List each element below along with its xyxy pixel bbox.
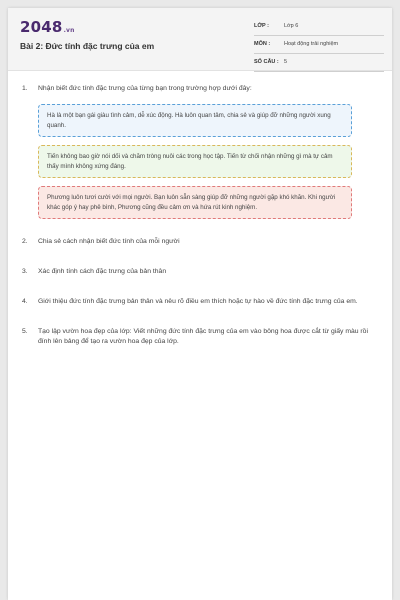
question-text: Tạo lập vườn hoa đẹp của lớp: Viết những đức tính đặc trưng của em vào bông hoa được cắt từ giấy màu rồi đính lên bảng để tạo ra vườn hoa đẹp của lớp. [38,328,368,345]
question-3 [22,267,380,277]
question-number: 1. [22,85,28,92]
question-text: Chia sẻ cách nhận biết đức tính của mỗi người [38,238,180,245]
question-1 [22,84,380,94]
question-number: 3. [22,268,28,275]
question-number: 5. [22,328,28,335]
case-box-ha: Hà là một bạn gái giàu tình cảm, dễ xúc động. Hà luôn quan tâm, chia sẻ và giúp đỡ những người xung quanh. [38,104,352,137]
question-text: Nhận biết đức tính đặc trưng của từng bạn trong trường hợp dưới đây: [38,85,252,92]
lesson-title: Bài 2: Đức tính đặc trưng của em [20,41,155,51]
meta-label-count: SỐ CÂU : [254,59,279,65]
logo-sub-text: .vn [63,27,75,34]
meta-info [254,20,384,74]
worksheet-header [8,8,392,71]
question-5 [22,327,380,347]
question-text: Xác định tính cách đặc trưng của bản thân [38,268,167,275]
meta-label-subject: MÔN : [254,41,271,47]
question-text: Giới thiệu đức tính đặc trưng bản thân và nêu rõ điều em thích hoặc tự hào về đức tính đặc trưng của em. [38,298,358,305]
questions-list [22,84,380,347]
case-box-tien: Tiến không bao giờ nói dối và chăm tròng nuôi các trong học tập. Tiến từ chối nhận những gì mà tự cảm thấy mình không xứng đáng. [38,145,352,178]
question-4 [22,297,380,307]
logo-main-text: 2048 [20,18,63,36]
meta-label-class: LỚP : [254,23,269,29]
case-boxes [38,104,352,219]
question-number: 4. [22,298,28,305]
question-2 [22,237,380,247]
meta-value-class: Lớp 6 [284,23,299,29]
meta-row-subject [254,38,384,54]
meta-value-count: 5 [284,59,288,65]
case-box-phuong: Phương luôn tươi cười với mọi người. Bạn luôn sẵn sàng giúp đỡ những người gặp khó khăn. Khi người khác góp ý hay phê bình, Phương cũng đều cảm ơn và hứa rút kinh nghiệm. [38,186,352,219]
meta-row-class [254,20,384,36]
meta-row-count [254,56,384,72]
meta-value-subject: Hoạt động trải nghiệm [284,41,339,47]
worksheet-page [8,8,392,600]
site-logo[interactable] [20,18,75,36]
question-number: 2. [22,238,28,245]
